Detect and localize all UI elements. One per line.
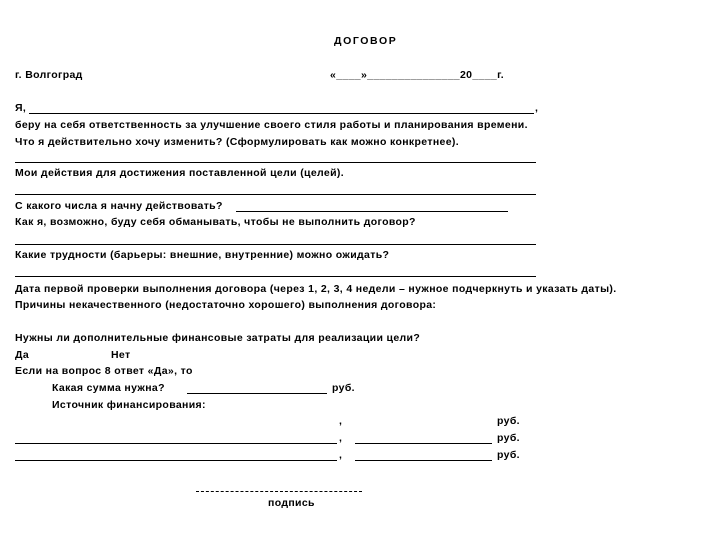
question-actions: Мои действия для достижения поставленной цели (целей). xyxy=(15,167,345,179)
city-label: г. Волгоград xyxy=(15,69,83,81)
signature-line[interactable] xyxy=(196,491,362,492)
answer-line-barriers[interactable] xyxy=(15,276,536,277)
name-prefix: Я, xyxy=(15,102,27,114)
responsibility-statement: беру на себя ответственность за улучшение своего стиля работы и планирования времени. xyxy=(15,119,528,131)
funding-row-2-comma: , xyxy=(339,432,343,444)
sum-field-line[interactable] xyxy=(187,393,327,394)
answer-line-change[interactable] xyxy=(15,162,536,163)
answer-no[interactable]: Нет xyxy=(111,349,131,361)
document-title: ДОГОВОР xyxy=(334,35,398,47)
answer-line-self-deception[interactable] xyxy=(15,244,536,245)
answer-line-actions[interactable] xyxy=(15,194,536,195)
funding-row-3-currency: руб. xyxy=(497,449,520,461)
question-self-deception: Как я, возможно, буду себя обманывать, чтобы не выполнить договор? xyxy=(15,216,416,228)
if-yes-label: Если на вопрос 8 ответ «Да», то xyxy=(15,365,193,377)
funding-row-2-currency: руб. xyxy=(497,432,520,444)
name-suffix: , xyxy=(535,102,539,114)
funding-row-1-comma: , xyxy=(339,415,343,427)
question-change: Что я действительно хочу изменить? (Сформулировать как можно конкретнее). xyxy=(15,136,460,148)
signature-label: подпись xyxy=(268,497,315,509)
question-reasons: Причины некачественного (недостаточно хорошего) выполнения договора: xyxy=(15,299,437,311)
sum-label: Какая сумма нужна? xyxy=(52,382,165,394)
funding-row-2-source-line[interactable] xyxy=(15,443,337,444)
sum-currency: руб. xyxy=(332,382,355,394)
source-label: Источник финансирования: xyxy=(52,399,206,411)
funding-row-3-source-line[interactable] xyxy=(15,460,337,461)
funding-row-2-amount-line[interactable] xyxy=(355,443,492,444)
funding-row-3-amount-line[interactable] xyxy=(355,460,492,461)
question-first-check: Дата первой проверки выполнения договора (через 1, 2, 3, 4 недели – нужное подчеркнуть и указать даты). xyxy=(15,283,617,295)
funding-row-1-currency: руб. xyxy=(497,415,520,427)
name-field-line[interactable] xyxy=(29,113,534,114)
answer-line-start-date[interactable] xyxy=(236,211,508,212)
question-financing: Нужны ли дополнительные финансовые затраты для реализации цели? xyxy=(15,332,421,344)
funding-row-3-comma: , xyxy=(339,449,343,461)
date-line: «____»_______________20____г. xyxy=(330,69,505,81)
question-barriers: Какие трудности (барьеры: внешние, внутренние) можно ожидать? xyxy=(15,249,390,261)
answer-yes[interactable]: Да xyxy=(15,349,30,361)
question-start-date: С какого числа я начну действовать? xyxy=(15,200,223,212)
